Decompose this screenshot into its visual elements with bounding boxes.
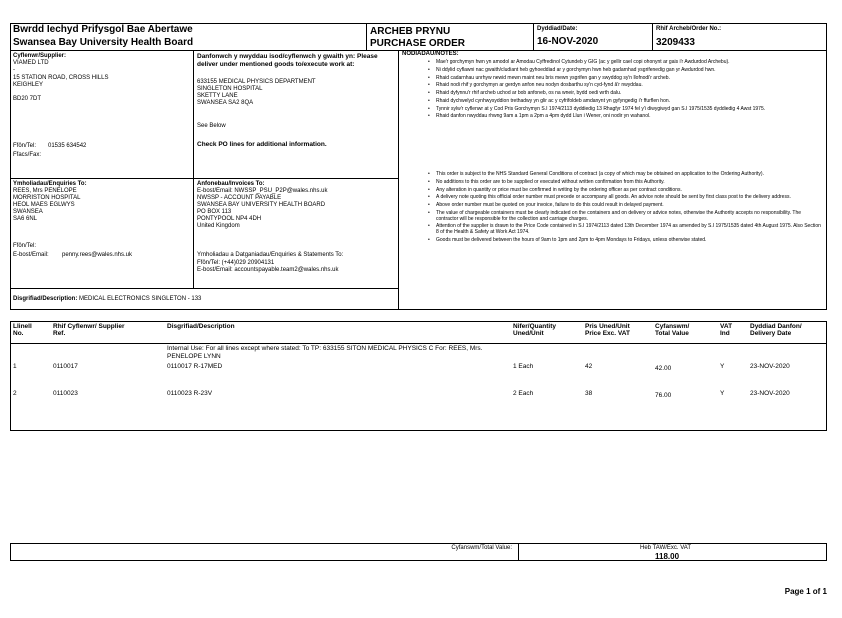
supplier-name: VIAMED LTD	[13, 60, 49, 66]
doc-title-english: PURCHASE ORDER	[370, 38, 466, 49]
supplier-delivery-divider	[193, 50, 194, 288]
notes-divider	[398, 50, 399, 310]
header-divider-3	[652, 23, 653, 51]
totals-label: Cyfanswm/Total Value:	[451, 545, 512, 551]
column-header-delivery: Dyddiad Danfon/ Delivery Date	[750, 323, 802, 338]
supplier-address: 15 STATION ROAD, CROSS HILLS KEIGHLEY BD20 7DT	[13, 75, 109, 103]
table-cell-unit-price: 42	[585, 363, 593, 370]
column-header-description: Disgrifiad/Description	[167, 323, 235, 330]
note-item: • Rhaid dychwelyd cynhwysyddion trethadwy yn glir ac y cyfrifoldeb amdanynt yn gyfyngedig i'r ffurflen hon.	[436, 99, 824, 105]
note-item: • Mae'r gorchymyn hwn yn amodol ar Amodau Cyffredinol Cytundeb y GIG (ac y gellir cael copi ohonynt ar gais i'r Awdurdod Archebu).	[436, 60, 824, 66]
org-name-welsh: Bwrdd Iechyd Prifysgol Bae Abertawe	[13, 24, 193, 35]
order-no-label: Rhif Archeb/Order No.:	[656, 26, 722, 32]
page-number: Page 1 of 1	[784, 587, 827, 596]
enquiries-address: REES, Mrs PENELOPE MORRISTON HOSPITAL HEOL MAES EGLWYS SWANSEA SA6 6NL	[13, 188, 81, 223]
notes-label: NODIADAU/NOTES:	[402, 51, 459, 57]
supplier-fax-label: Ffacs/Fax:	[13, 152, 42, 158]
table-cell-line: 2	[13, 390, 17, 397]
enquiries-label: Ymholiadau/Enquiries To:	[13, 181, 87, 187]
note-item: • A delivery note quoting this official order number must precede or accompany all goods. An advice note should be sent by first class post to the delivery address.	[436, 195, 824, 201]
note-item: • This order is subject to the NHS Standard General Conditions of contract (a copy of which may be obtained on application to the Ordering Authority).	[436, 172, 824, 178]
note-item: • The value of chargeable containers must be clearly indicated on the containers and on delivery or advice notes, otherwise the Authority accepts no responsibility. The contractor will be responsible for the collection and carriage charges.	[436, 211, 824, 223]
table-cell-total: 76.00	[655, 392, 672, 399]
table-cell-quantity-unit: 1 Each	[513, 363, 534, 370]
column-header-total: Cyfanswm/ Total Value	[655, 323, 690, 338]
header-divider-1	[366, 23, 367, 51]
row-divider-1	[10, 178, 398, 179]
table-cell-delivery: 23-NOV-2020	[750, 390, 790, 397]
note-item: • Goods must be delivered between the hours of 9am to 1pm and 2pm to 4pm Mondays to Fridays, unless otherwise stated.	[436, 238, 824, 244]
notes-list-english	[402, 172, 824, 246]
column-header-supplier-ref: Rhif Cyflenwr/ Supplier Ref.	[53, 323, 125, 338]
table-cell-unit-price: 38	[585, 390, 593, 397]
table-cell-line: 1	[13, 363, 17, 370]
totals-divider	[518, 543, 519, 561]
date-value: 16-NOV-2020	[537, 36, 599, 47]
description-label: Disgrifiad/Description:	[13, 296, 78, 302]
doc-title-welsh: ARCHEB PRYNU	[370, 26, 451, 37]
delivery-address: 633155 MEDICAL PHYSICS DEPARTMENT SINGLETON HOSPITAL SKETTY LANE SWANSEA SA2 8QA	[197, 79, 316, 107]
order-no-value: 3209433	[656, 37, 695, 48]
table-cell-description: 0110023 R-23V	[167, 390, 213, 397]
column-header-line: Llinell No.	[13, 323, 32, 338]
totals-vat-label: Heb TAW/Exc. VAT	[640, 545, 692, 551]
date-label: Dyddiad/Date:	[537, 26, 578, 32]
lines-header-divider	[10, 343, 827, 344]
note-item: • No additions to this order are to be supplied or executed without written confirmation from this Authority.	[436, 180, 824, 186]
note-item: • Rhaid nodi rhif y gorchymyn ar gerdyn anfon neu nodyn dosbarthu sy'n cyd-fynd â'r nwyddau.	[436, 83, 824, 89]
supplier-phone-label: Ffôn/Tel:	[13, 143, 37, 149]
note-item: • Rhaid danfon nwyddau rhwng 9am a 1pm a 2pm a 4pm dydd Llun i Wener, oni nodir yn wahanol.	[436, 114, 824, 120]
column-header-quantity-unit: Nifer/Quantity Uned/Unit	[513, 323, 556, 338]
statements-phone: Ffôn/Tel: (+44)029 20904131	[197, 260, 275, 266]
supplier-phone-value: 01535 634542	[48, 143, 87, 149]
internal-use-note: Internal Use: For all lines except where stated: To TP: 633155 SITON MEDICAL PHYSICS C For: REES, Mrs. PENELOPE LYNN	[167, 345, 483, 360]
enquiries-phone-label: Ffôn/Tel:	[13, 243, 37, 249]
statements-email[interactable]: E-bost/Email: accountspayable.team2@wales.nhs.uk	[197, 267, 339, 273]
table-cell-supplier-ref: 0110017	[53, 363, 78, 370]
table-cell-description: 0110017 R-17MED	[167, 363, 223, 370]
description-value: MEDICAL ELECTRONICS SINGLETON - 133	[79, 296, 202, 302]
row-divider-2	[10, 288, 398, 289]
note-item: • Ni ddylid cyflawni nac gwaith/cludiant heb gyhoeddiad ar y gorchymyn hwn heb gadarnhad ysgrifenedig gan yr Awdurdod hwn.	[436, 68, 824, 74]
table-cell-quantity-unit: 2 Each	[513, 390, 534, 397]
column-header-unit-price: Pris Uned/Unit Price Exc. VAT	[585, 323, 630, 338]
lines-table	[10, 321, 827, 431]
invoices-address: NWSSP - ACCOUNT PAYABLE SWANSEA BAY UNIVERSITY HEALTH BOARD PO BOX 113 PONTYPOOL NP4 4DH United Kingdom	[197, 195, 326, 230]
supplier-dash: -	[13, 67, 15, 73]
org-name-english: Swansea Bay University Health Board	[13, 37, 194, 48]
invoices-email[interactable]: E-bost/Email: NWSSP_PSU_P2P@wales.nhs.uk	[197, 188, 328, 194]
table-cell-supplier-ref: 0110023	[53, 390, 78, 397]
note-item: • Tynnir sylw'r cyflenwr at y Cod Pris Gorchymyn S.I 1974/2113 dyddiedig 13 Rhagfyr 1974 fel y'i diwygiwyd gan S.I 1975/1535 dyddiedig 4 Awst 1975.	[436, 107, 824, 113]
invoices-label: Anfonebau/Invoices To:	[197, 181, 265, 187]
note-item: • Rhaid cadarnhau unrhyw newid mewn maint neu bris mewn ysgrifen gan y swyddog sy'n llofnodi'r archeb.	[436, 76, 824, 82]
delivery-see-below: See Below	[197, 123, 226, 129]
column-header-vat: VAT Ind	[720, 323, 733, 338]
delivery-label: Danfonwch y nwyddau isod/cyflenwch y gwaith yn: Please deliver under mentioned goods to/execute work at:	[197, 53, 378, 68]
note-item: • Above order number must be quoted on your invoice, failure to do this could result in delayed payment.	[436, 203, 824, 209]
table-cell-vat: Y	[720, 363, 725, 370]
note-item: • Rhaid dyfynnu'r rhif archeb uchod ar bob anfoneb, os na wneir, bydd oedi wrth dalu.	[436, 91, 824, 97]
table-cell-total: 42.00	[655, 365, 672, 372]
table-cell-vat: Y	[720, 390, 725, 397]
note-item: • Attention of the supplier is drawn to the Price Code contained in S.I 1974/2113 dated 13th December 1974 as amended by S.I 1975/1535 dated 4th August 1975. Also Section 8 of the Health & Safety at Work Act 1974.	[436, 224, 824, 236]
totals-value: 118.00	[655, 552, 680, 561]
table-cell-delivery: 23-NOV-2020	[750, 363, 790, 370]
supplier-label: Cyflenwr/Supplier:	[13, 53, 67, 59]
header-divider-2	[533, 23, 534, 51]
enquiries-email-value[interactable]: penny.rees@wales.nhs.uk	[62, 252, 133, 258]
notes-list-welsh	[402, 60, 824, 122]
enquiries-email-label: E-bost/Email:	[13, 252, 49, 258]
description-line	[13, 296, 201, 303]
delivery-check-po: Check PO lines for additional information.	[197, 141, 327, 148]
note-item: • Any alteration in quantity or price must be confirmed in writing by the ordering officer as per contract conditions.	[436, 188, 824, 194]
statements-label: Ymholiadau a Datganiadau/Enquiries & Statements To:	[197, 252, 344, 258]
